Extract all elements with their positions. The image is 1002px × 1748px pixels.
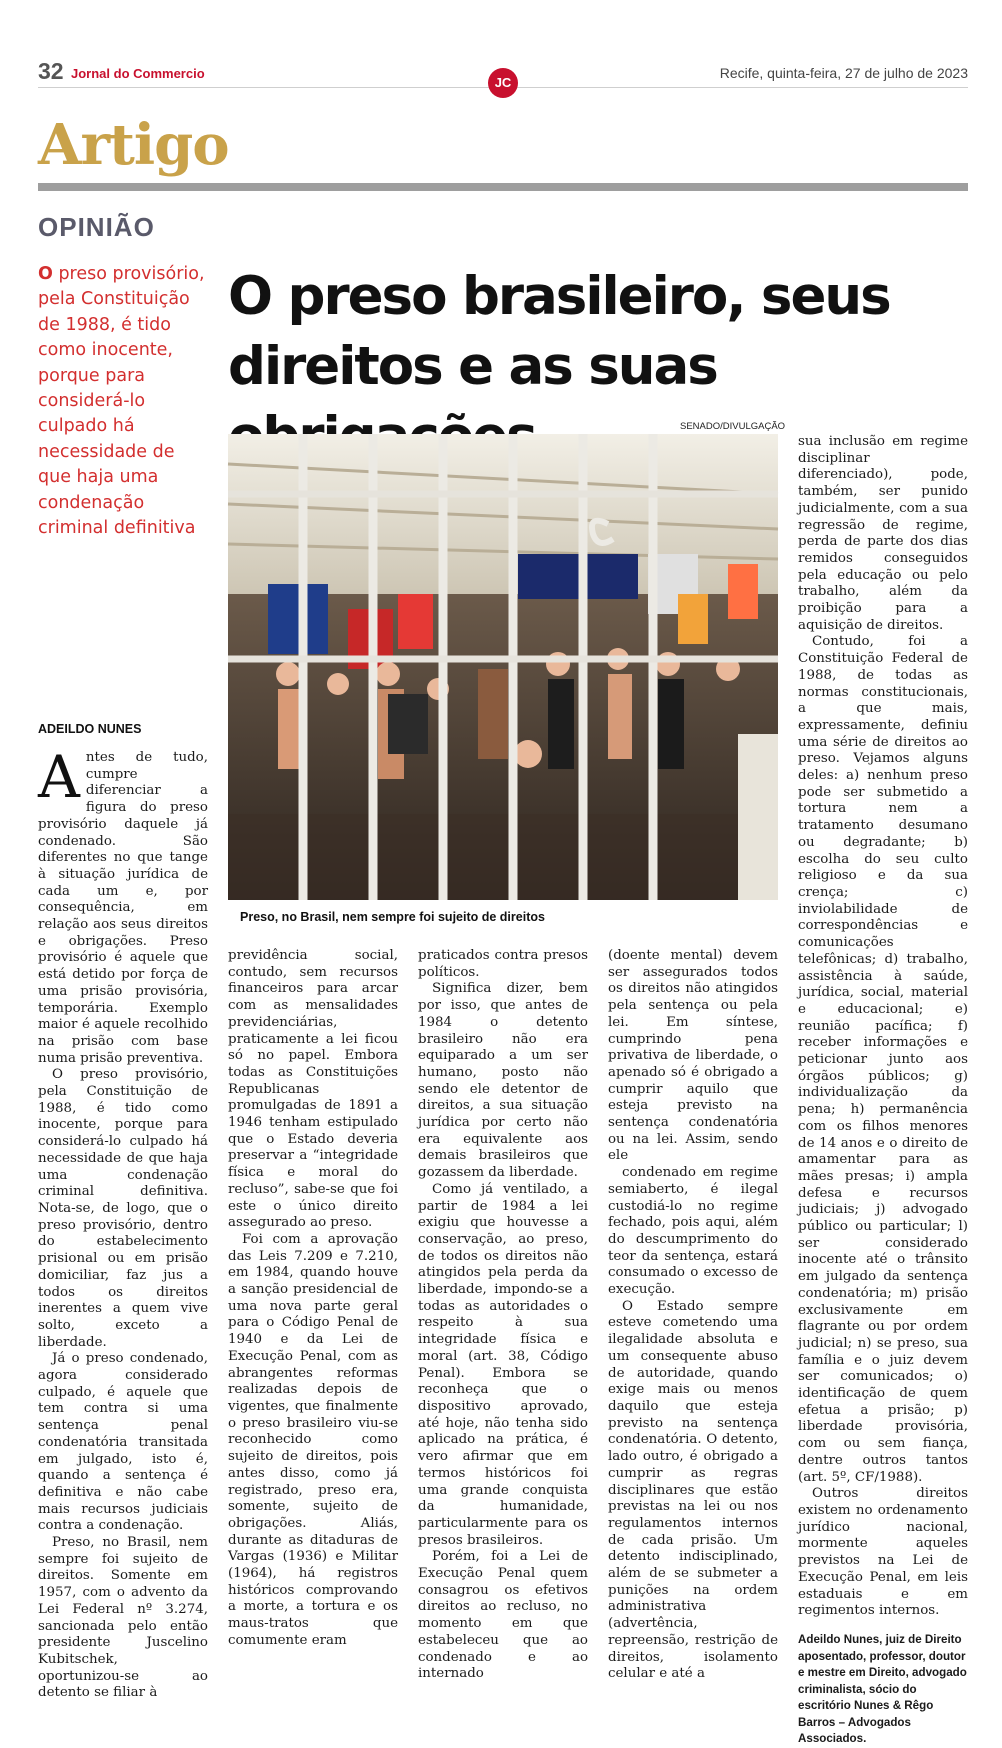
- pull-quote-lead: O: [38, 264, 53, 284]
- page-header: [38, 56, 968, 88]
- paragraph: Já o preso condenado, agora considerado culpado, é aquele que tem contra si uma sentença penal condenatória transitada em julgado, isto é, quando a sentença é definitiva e não cabe mais recursos judiciais contra a condenação.: [38, 1351, 208, 1534]
- paragraph: Preso, no Brasil, nem sempre foi sujeito de direitos. Somente em 1957, com o advento da Lei Federal nº 3.274, sancionada pelo então presidente Juscelino Kubitschek, oportunizou-se ao detento se filiar à: [38, 1535, 208, 1701]
- pull-quote: [38, 262, 208, 541]
- drop-cap: A: [38, 743, 80, 811]
- paragraph: Outros direitos existem no ordenamento jurídico nacional, mormente aqueles previstos na Lei de Execução Penal, em leis estaduais e em regimentos internos.: [798, 1486, 968, 1619]
- prison-photo-icon: [228, 434, 778, 900]
- article-column-3: [418, 948, 588, 1683]
- page-number: 32: [38, 58, 64, 84]
- jc-logo-icon: JC: [488, 68, 518, 98]
- paragraph: O Estado sempre esteve cometendo uma ilegalidade absoluta e um consequente abuso de autoridade, quando exige mais ou menos daquilo que esteja previsto na sentença condenatória. O detento, lado outro, é obrigado a cumprir as regras disciplinares que estão previstas na lei ou nos regulamentos internos de cada prisão. Um detento indisciplinado, além de se submeter a punições na ordem administrativa (advertência, repreensão, restrição de direitos, isolamento celular e até a: [608, 1298, 778, 1682]
- paragraph: Significa dizer, bem por isso, que antes de 1984 o detento brasileiro não era equiparado a um ser humano, posto não sendo ele detentor de direitos, a sua situação jurídica por certo não era equivalente aos demais brasileiros que gozassem da liberdade.: [418, 981, 588, 1181]
- newspaper-name: Jornal do Commercio: [71, 66, 205, 81]
- paragraph: (doente mental) devem ser assegurados todos os direitos não atingidos pela sentença ou pela lei. Em síntese, cumprindo pena privativa de liberdade, o apenado só é obrigado a cumprir aquilo que esteja previsto na sentença condenatória ou na lei. Assim, sendo ele: [608, 948, 778, 1164]
- paragraph: Como já ventilado, a partir de 1984 a lei exigiu que houvesse a conservação, ao preso, de todos os direitos não atingidos pela perda da liberdade, impondo-se a todas as autoridades o respeito à sua integridade física e moral (art. 38, Código Penal). Embora se reconheça que o dispositivo aprovado, até hoje, não tenha sido aplicado na prática, é vero afirmar que em termos históricos foi uma grande conquista da humanidade, particularmente para os presos brasileiros.: [418, 1181, 588, 1548]
- article-headline: O preso brasileiro, seus direitos e as suas: [228, 266, 890, 397]
- article-column-5: [798, 434, 968, 1748]
- author-byline: ADEILDO NUNES: [38, 722, 142, 736]
- paragraph: praticados contra presos políticos.: [418, 948, 588, 980]
- paragraph: Porém, foi a Lei de Execução Penal quem consagrou os efetivos direitos ao recluso, no momento em que estabeleceu que ao condenado e ao internado: [418, 1549, 588, 1682]
- article-column-1: [38, 743, 208, 1702]
- paragraph: Antes de tudo, cumpre diferenciar a figura do preso provisório daquele já condenado. São diferentes no que tange à situação jurídica de cada um e, por consequência, em relação aos seus direitos e obrigações. Preso provisório é aquele que está detido por força de uma prisão provisória, temporária. Exemplo maior é aquele recolhido na prisão com base numa prisão preventiva.: [38, 743, 208, 1066]
- article-column-4: [608, 948, 778, 1683]
- section-divider: [38, 183, 968, 191]
- section-title: Artigo: [38, 112, 229, 178]
- photo-caption: Preso, no Brasil, nem sempre foi sujeito de direitos: [240, 910, 545, 924]
- subsection-title: OPINIÃO: [38, 212, 155, 242]
- paragraph: Contudo, foi a Constituição Federal de 1988, de todas as normas constitucionais, a que mais, expressamente, definiu uma série de direitos ao preso. Vejamos alguns deles: a) nenhum preso pode ser submetido a tortura nem a tratamento desumano ou degradante; b) escolha do seu culto religioso e da sua crença; c) inviolabilidade de correspondências e comunicações telefônicas; d) trabalho, assistência à saúde, jurídica, social, material e educacional; e) reunião pacífica; f) receber informações e peticionar junto aos órgãos públicos; g) individualização da pena; h) permanência com os filhos menores de 14 anos e o direito de amamentar para as mães presas; i) ampla defesa e recursos judiciais; j) advogado público ou particular; l) ser considerado inocente até o trânsito em julgado da sentença condenatória; m) prisão exclusivamente em flagrante ou por ordem judicial; n) se preso, sua família e o juiz devem ser comunicados; o) identificação de quem efetua a prisão; p) liberdade provisória, com ou sem fiança, dentre outros tantos (art. 5º, CF/1988).: [798, 634, 968, 1485]
- paragraph: condenado em regime semiaberto, é ilegal custodiá-lo no regime fechado, pois aqui, além do descumprimento do teor da sentença, estará consumado o excesso de execução.: [608, 1165, 778, 1298]
- paragraph: previdência social, contudo, sem recursos financeiros para arcar com as mensalidades previdenciárias, praticamente a lei ficou só no papel. Embora todas as Constituições Republicanas promulgadas de 1891 a 1946 tenham estipulado que o Estado deveria preservar a “integridade física e moral do recluso”, sabe-se que foi este o único direito assegurado ao preso.: [228, 948, 398, 1231]
- prison-photo: [228, 434, 778, 900]
- author-bio: Adeildo Nunes, juiz de Direito aposentado, professor, doutor e mestre em Direito, advogado criminalista, sócio do escritório Nunes & Rêgo Barros – Advogados Associados.: [798, 1632, 967, 1746]
- paragraph: sua inclusão em regime disciplinar diferenciado), pode, também, ser punido judicialmente, com a sua regressão de regime, perda de parte dos dias remidos conseguidos pela educação ou pelo trabalho, além da proibição para a aquisição de direitos.: [798, 434, 968, 633]
- photo-credit: SENADO/DIVULGAÇÃO: [680, 421, 786, 432]
- article-column-2: [228, 948, 398, 1650]
- paragraph: Foi com a aprovação das Leis 7.209 e 7.210, em 1984, quando houve a sanção presidencial de uma nova parte geral para o Código Penal de 1940 e da Lei de Execução Penal, com as abrangentes reformas realizadas depois de vigentes, que finalmente o preso brasileiro viu-se reconhecido como sujeito de direitos, pois antes disso, como já registrado, preso era, somente, sujeito de obrigações. Aliás, durante as ditaduras de Vargas (1936) e Militar (1964), há registros históricos comprovando a morte, a tortura e os maus-tratos que comumente eram: [228, 1231, 398, 1648]
- dateline: Recife, quinta-feira, 27 de julho de 2023: [719, 65, 968, 81]
- paragraph: O preso provisório, pela Constituição de 1988, é tido como inocente, porque para considerá-lo culpado há necessidade de que haja uma condenação criminal definitiva. Nota-se, de logo, que o preso provisório, dentro do estabelecimento prisional ou em prisão domiciliar, faz jus a todos os direitos inerentes a quem vive solto, exceto a liberdade.: [38, 1067, 208, 1350]
- pull-quote-text: preso provisório, pela Constituição de 1988, é tido como inocente, porque para considerá-lo culpado há necessidade de que haja uma condenação criminal definitiva: [38, 264, 205, 539]
